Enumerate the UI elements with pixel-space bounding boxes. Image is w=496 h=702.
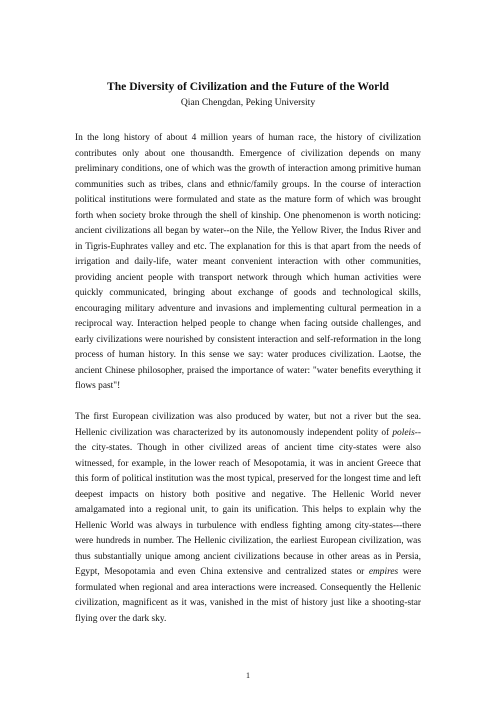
page-number: 1: [246, 671, 250, 680]
document-title: The Diversity of Civilization and the Future of the World: [106, 80, 389, 93]
italic-term: empires: [368, 567, 399, 577]
text-segment: were formulated when regional and area interactions were increased. Consequently the Hellenic civilization, magnificent as it was, vanished in the mist of history just like a shooting-star flying over the dark sky.: [75, 567, 421, 624]
author-line: Qian Chengdan, Peking University: [180, 97, 316, 108]
paragraph: [75, 131, 421, 395]
italic-term: poleis: [392, 427, 415, 438]
text-segment: --the city-states. Though in other civilized areas of ancient time city-states were also witnessed, for example, in the lower reach of Mesopotamia, it was in ancient Greece that this form of political institution was the most typical, preserved for the longest time and left deepest impacts on history both positive and negative. The Hellenic World never amalgamated into a regional unit, to gain its unification. This helps to explain why the Hellenic World was always in turbulence with endless fighting among city-states---there were hundreds in number. The Hellenic civilization, the earliest European civilization, was thus substantially unique among ancient civilizations because in other areas as in Persia, Egypt, Mesopotamia and even China extensive and centralized states or: [75, 427, 421, 577]
text-segment: In the long history of about 4 million years of human race, the history of civilization contributes only about one thousandth. Emergence of civilization depends on many preliminary conditions, one of which was the growth of interaction among primitive human communities such as tribes, clans and ethnic/family groups. In the course of interaction political institutions were formulated and state as the mature form of which was brought forth when society broke through the shell of kinship. One phenomenon is worth noticing: ancient civilizations all began by water--on the Nile, the Yellow River, the Indus River and in Tigris-Euphrates valley and etc. The explanation for this is that apart from the needs of irrigation and daily-life, water meant convenient interaction with other communities, providing ancient people with transport network through which human activities were quickly communicated, bringing about exchange of goods and technological skills, encouraging military adventure and invasions and implementing cultural permeation in a reciprocal way. Interaction helped people to change when facing outside challenges, and early civilizations were nourished by consistent interaction and self-reformation in the long process of human history. In this sense we say: water produces civilization. Laotse, the ancient Chinese philosopher, praised the importance of water: "water benefits everything it flows past"!: [75, 133, 421, 391]
paragraph: [75, 410, 421, 627]
body-text: [75, 131, 421, 627]
text-segment: The first European civilization was also produced by water, but not a river but the sea. Hellenic civilization was characterized by its autonomously independent polity of: [75, 412, 421, 438]
